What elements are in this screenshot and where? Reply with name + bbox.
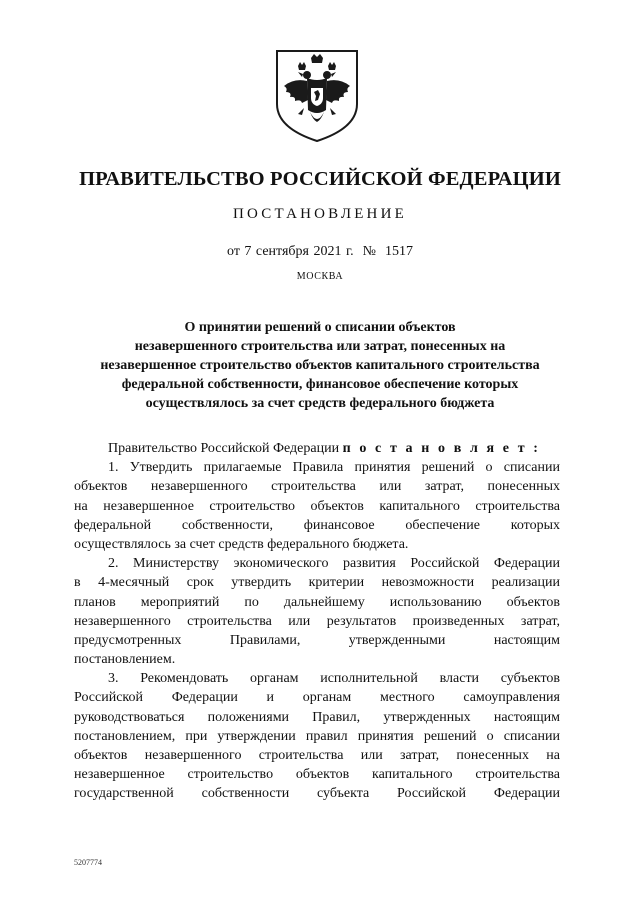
city-name: МОСКВА bbox=[296, 271, 344, 282]
coat-of-arms-icon bbox=[274, 48, 360, 144]
document-heading bbox=[70, 318, 570, 413]
body-line: 1. Утвердить прилагаемые Правила принятия решений о списании bbox=[108, 460, 560, 476]
heading-line: незавершенного строительства или затрат, понесенных на bbox=[134, 339, 506, 354]
body-line: постановлением. bbox=[74, 652, 176, 668]
heading-line: федеральной собственности, финансовое обеспечение которых bbox=[121, 377, 519, 392]
heading-line: осуществлялось за счет средств федерального бюджета bbox=[145, 396, 495, 411]
body-line: Российской Федерации и органам местного самоуправления bbox=[74, 690, 560, 706]
document-body bbox=[74, 439, 560, 804]
body-line: предусмотренных Правилами, утвержденными настоящим bbox=[74, 632, 560, 648]
heading-line: незавершенное строительство объектов капитального строительства bbox=[100, 358, 540, 373]
body-line: объектов незавершенного строительства или затрат, понесенных на bbox=[74, 748, 560, 763]
heading-line: О принятии решений о списании объектов bbox=[184, 320, 456, 335]
body-line: незавершенное строительство объектов капитального строительства bbox=[74, 767, 560, 783]
body-line: 3. Рекомендовать органам исполнительной власти субъектов bbox=[108, 671, 560, 687]
document-type: ПОСТАНОВЛЕНИЕ bbox=[233, 206, 407, 222]
body-line: руководствоваться положениями Правил, утвержденных настоящим bbox=[74, 709, 560, 725]
document-code: 5207774 bbox=[74, 858, 102, 867]
body-line: 2. Министерству экономического развития Российской Федерации bbox=[108, 556, 560, 572]
preamble-verb: п о с т а н о в л я е т : bbox=[342, 441, 541, 456]
body-line: планов мероприятий по дальнейшему использованию объектов bbox=[74, 594, 560, 610]
body-line: в 4-месячный срок утвердить критерии невозможности реализации bbox=[74, 575, 560, 591]
preamble-subject: Правительство Российской Федерации bbox=[108, 441, 340, 456]
preamble-line bbox=[74, 439, 560, 458]
body-line: на незавершенное строительство объектов капитального строительства bbox=[74, 498, 560, 514]
body-line: объектов незавершенного строительства или затрат, понесенных bbox=[74, 479, 560, 495]
body-line: постановлением, при утверждении правил принятия решений о списании bbox=[74, 728, 560, 744]
body-line: государственной собственности субъекта Российской Федерации bbox=[74, 786, 560, 802]
body-line: незавершенного строительства или результатов произведенных затрат, bbox=[74, 613, 560, 629]
government-title: ПРАВИТЕЛЬСТВО РОССИЙСКОЙ ФЕДЕРАЦИИ bbox=[79, 168, 561, 190]
body-line: осуществлялось за счет средств федерального бюджета. bbox=[74, 536, 409, 552]
number-sign: № bbox=[362, 244, 376, 259]
document-number: 1517 bbox=[384, 244, 413, 259]
body-line: федеральной собственности, финансовое обеспечение которых bbox=[74, 517, 560, 533]
date-number-line bbox=[0, 244, 640, 260]
document-date: от 7 сентября 2021 г. bbox=[227, 244, 354, 259]
